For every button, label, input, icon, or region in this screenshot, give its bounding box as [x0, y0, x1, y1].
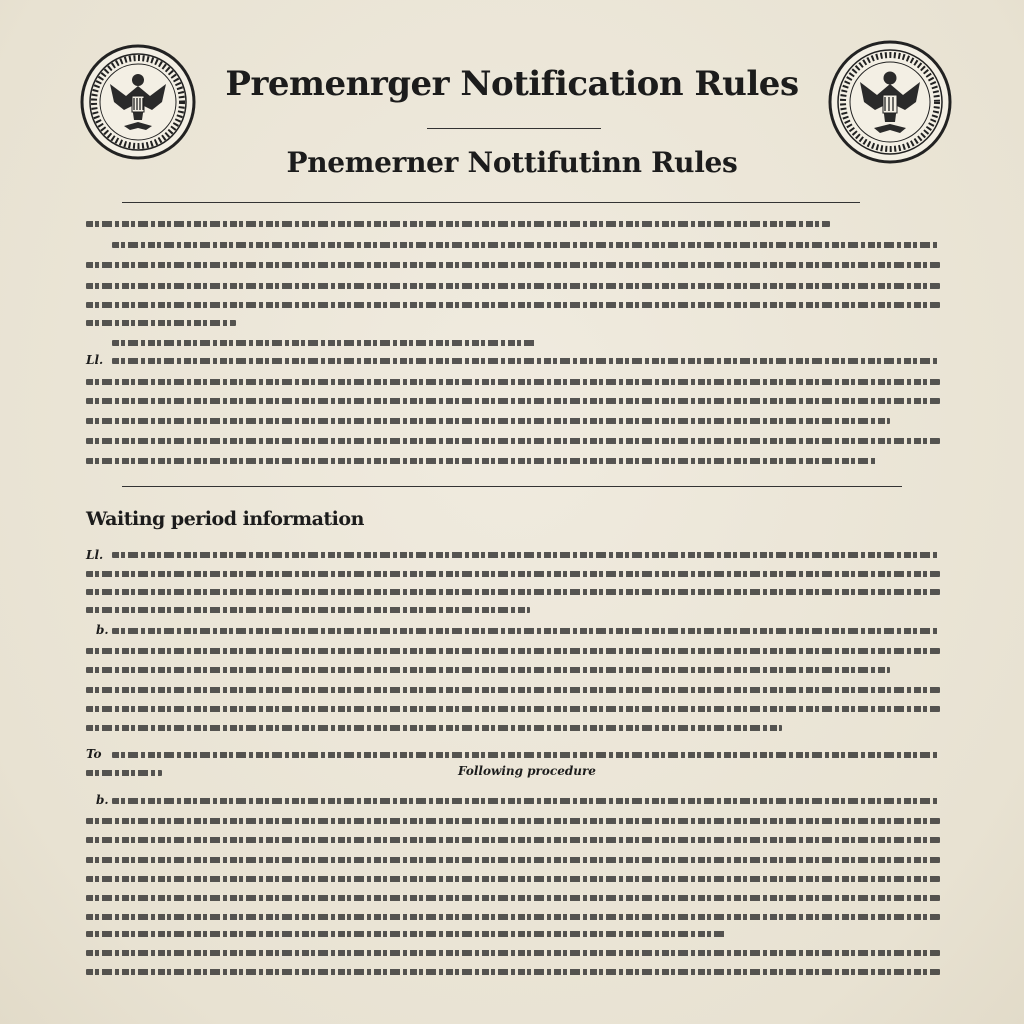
section-heading: Waiting period information: [86, 508, 364, 530]
paragraph-5-marker: To: [86, 747, 102, 761]
seal-left-icon: [80, 44, 196, 160]
paragraph-2-marker: Ll.: [86, 353, 104, 367]
header-divider: [122, 202, 860, 203]
section-divider: [122, 486, 902, 487]
paragraph-6-marker: b.: [96, 793, 109, 807]
paragraph-3-marker: Ll.: [86, 548, 104, 562]
procedure-caption: Following procedure: [458, 764, 596, 778]
paragraph-4-marker: b.: [96, 623, 109, 637]
seal-right-icon: [828, 40, 952, 164]
page-subtitle: Pnemerner Nottifutinn Rules: [286, 146, 738, 179]
page-title: Premenrger Notification Rules: [225, 64, 799, 104]
title-divider: [427, 128, 601, 129]
